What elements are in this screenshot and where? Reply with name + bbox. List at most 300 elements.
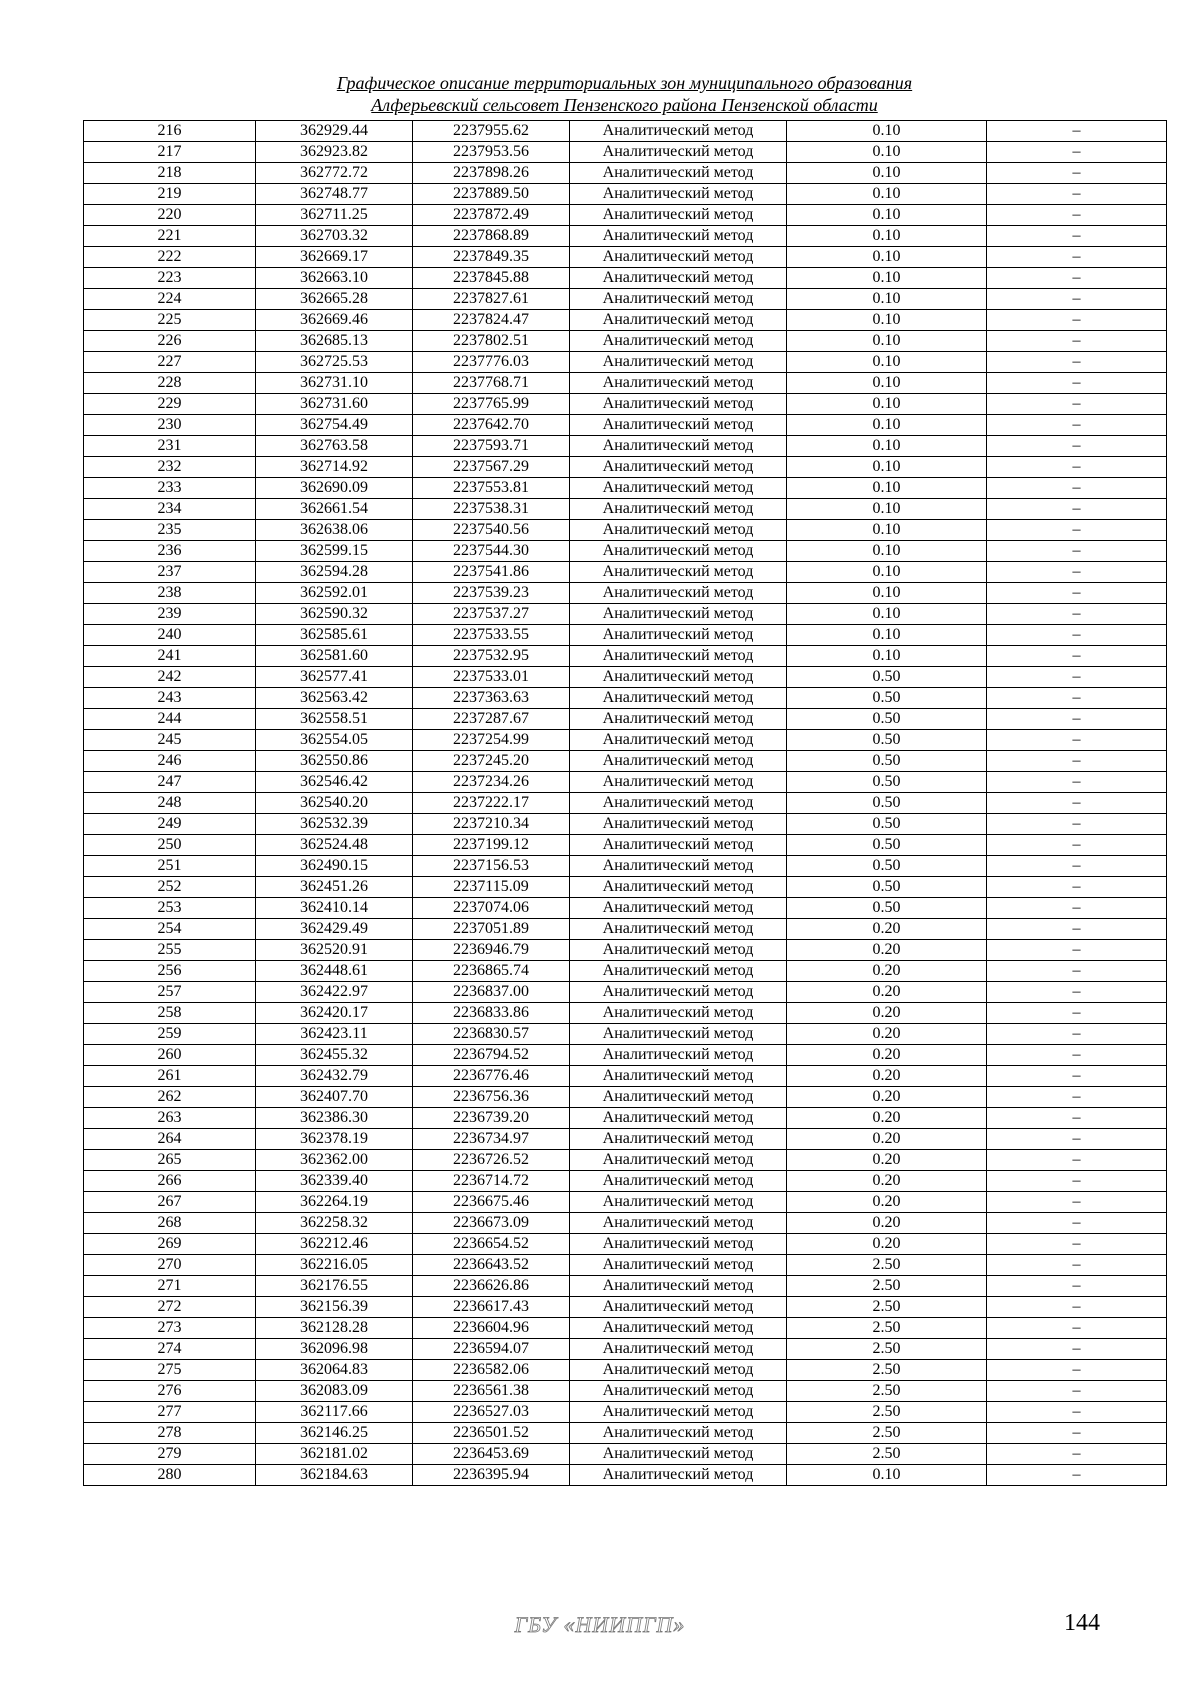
y-coordinate-cell: 2236561.38 (413, 1381, 570, 1402)
x-coordinate-cell: 362117.66 (256, 1402, 413, 1423)
table-row (84, 1465, 1167, 1486)
y-coordinate-cell: 2237845.88 (413, 268, 570, 289)
method-cell: Аналитический метод (570, 751, 787, 772)
method-cell: Аналитический метод (570, 1024, 787, 1045)
method-cell: Аналитический метод (570, 1045, 787, 1066)
remark-cell: – (987, 352, 1167, 373)
y-coordinate-cell: 2237245.20 (413, 751, 570, 772)
x-coordinate-cell: 362685.13 (256, 331, 413, 352)
y-coordinate-cell: 2237222.17 (413, 793, 570, 814)
point-number-cell: 251 (84, 856, 256, 877)
remark-cell: – (987, 1318, 1167, 1339)
y-coordinate-cell: 2236527.03 (413, 1402, 570, 1423)
table-row (84, 562, 1167, 583)
remark-cell: – (987, 1402, 1167, 1423)
point-number-cell: 279 (84, 1444, 256, 1465)
method-cell: Аналитический метод (570, 583, 787, 604)
method-cell: Аналитический метод (570, 163, 787, 184)
remark-cell: – (987, 709, 1167, 730)
point-number-cell: 258 (84, 1003, 256, 1024)
remark-cell: – (987, 1192, 1167, 1213)
point-number-cell: 225 (84, 310, 256, 331)
point-number-cell: 262 (84, 1087, 256, 1108)
point-number-cell: 274 (84, 1339, 256, 1360)
accuracy-cell: 0.10 (787, 583, 987, 604)
table-row (84, 1276, 1167, 1297)
accuracy-cell: 0.10 (787, 184, 987, 205)
remark-cell: – (987, 562, 1167, 583)
x-coordinate-cell: 362410.14 (256, 898, 413, 919)
y-coordinate-cell: 2237363.63 (413, 688, 570, 709)
method-cell: Аналитический метод (570, 667, 787, 688)
method-cell: Аналитический метод (570, 499, 787, 520)
x-coordinate-cell: 362420.17 (256, 1003, 413, 1024)
point-number-cell: 269 (84, 1234, 256, 1255)
remark-cell: – (987, 730, 1167, 751)
x-coordinate-cell: 362181.02 (256, 1444, 413, 1465)
remark-cell: – (987, 541, 1167, 562)
accuracy-cell: 0.10 (787, 163, 987, 184)
x-coordinate-cell: 362558.51 (256, 709, 413, 730)
method-cell: Аналитический метод (570, 142, 787, 163)
accuracy-cell: 2.50 (787, 1444, 987, 1465)
method-cell: Аналитический метод (570, 961, 787, 982)
y-coordinate-cell: 2236714.72 (413, 1171, 570, 1192)
accuracy-cell: 0.20 (787, 1171, 987, 1192)
point-number-cell: 234 (84, 499, 256, 520)
y-coordinate-cell: 2236865.74 (413, 961, 570, 982)
accuracy-cell: 0.50 (787, 751, 987, 772)
method-cell: Аналитический метод (570, 394, 787, 415)
table-row (84, 1045, 1167, 1066)
y-coordinate-cell: 2237199.12 (413, 835, 570, 856)
table-row (84, 499, 1167, 520)
point-number-cell: 222 (84, 247, 256, 268)
remark-cell: – (987, 625, 1167, 646)
remark-cell: – (987, 1360, 1167, 1381)
remark-cell: – (987, 1045, 1167, 1066)
table-row (84, 163, 1167, 184)
method-cell: Аналитический метод (570, 835, 787, 856)
y-coordinate-cell: 2237824.47 (413, 310, 570, 331)
remark-cell: – (987, 793, 1167, 814)
accuracy-cell: 0.10 (787, 520, 987, 541)
y-coordinate-cell: 2237532.95 (413, 646, 570, 667)
point-number-cell: 277 (84, 1402, 256, 1423)
remark-cell: – (987, 814, 1167, 835)
y-coordinate-cell: 2236604.96 (413, 1318, 570, 1339)
accuracy-cell: 0.10 (787, 247, 987, 268)
remark-cell: – (987, 940, 1167, 961)
accuracy-cell: 2.50 (787, 1318, 987, 1339)
table-row (84, 1297, 1167, 1318)
remark-cell: – (987, 1108, 1167, 1129)
point-number-cell: 267 (84, 1192, 256, 1213)
y-coordinate-cell: 2237533.01 (413, 667, 570, 688)
method-cell: Аналитический метод (570, 541, 787, 562)
table-row (84, 205, 1167, 226)
point-number-cell: 245 (84, 730, 256, 751)
x-coordinate-cell: 362455.32 (256, 1045, 413, 1066)
x-coordinate-cell: 362184.63 (256, 1465, 413, 1486)
point-number-cell: 247 (84, 772, 256, 793)
table-row (84, 1444, 1167, 1465)
y-coordinate-cell: 2237593.71 (413, 436, 570, 457)
accuracy-cell: 0.10 (787, 205, 987, 226)
y-coordinate-cell: 2236626.86 (413, 1276, 570, 1297)
point-number-cell: 263 (84, 1108, 256, 1129)
accuracy-cell: 0.10 (787, 310, 987, 331)
accuracy-cell: 0.50 (787, 877, 987, 898)
accuracy-cell: 0.10 (787, 373, 987, 394)
table-row (84, 814, 1167, 835)
accuracy-cell: 0.50 (787, 709, 987, 730)
y-coordinate-cell: 2237156.53 (413, 856, 570, 877)
accuracy-cell: 2.50 (787, 1381, 987, 1402)
method-cell: Аналитический метод (570, 268, 787, 289)
point-number-cell: 265 (84, 1150, 256, 1171)
table-row (84, 1129, 1167, 1150)
table-row (84, 331, 1167, 352)
table-row (84, 1150, 1167, 1171)
table-row (84, 142, 1167, 163)
accuracy-cell: 0.10 (787, 562, 987, 583)
point-number-cell: 231 (84, 436, 256, 457)
point-number-cell: 255 (84, 940, 256, 961)
remark-cell: – (987, 1381, 1167, 1402)
method-cell: Аналитический метод (570, 982, 787, 1003)
method-cell: Аналитический метод (570, 184, 787, 205)
y-coordinate-cell: 2237953.56 (413, 142, 570, 163)
accuracy-cell: 0.10 (787, 331, 987, 352)
remark-cell: – (987, 667, 1167, 688)
accuracy-cell: 0.10 (787, 478, 987, 499)
footer-organization: ГБУ «НИИПГП» (514, 1612, 686, 1637)
x-coordinate-cell: 362378.19 (256, 1129, 413, 1150)
accuracy-cell: 0.20 (787, 1150, 987, 1171)
accuracy-cell: 0.20 (787, 1087, 987, 1108)
x-coordinate-cell: 362554.05 (256, 730, 413, 751)
remark-cell: – (987, 982, 1167, 1003)
y-coordinate-cell: 2236395.94 (413, 1465, 570, 1486)
remark-cell: – (987, 436, 1167, 457)
point-number-cell: 257 (84, 982, 256, 1003)
x-coordinate-cell: 362407.70 (256, 1087, 413, 1108)
x-coordinate-cell: 362520.91 (256, 940, 413, 961)
point-number-cell: 278 (84, 1423, 256, 1444)
y-coordinate-cell: 2236833.86 (413, 1003, 570, 1024)
method-cell: Аналитический метод (570, 457, 787, 478)
method-cell: Аналитический метод (570, 1087, 787, 1108)
point-number-cell: 254 (84, 919, 256, 940)
remark-cell: – (987, 226, 1167, 247)
accuracy-cell: 0.50 (787, 688, 987, 709)
x-coordinate-cell: 362711.25 (256, 205, 413, 226)
method-cell: Аналитический метод (570, 478, 787, 499)
y-coordinate-cell: 2236643.52 (413, 1255, 570, 1276)
method-cell: Аналитический метод (570, 877, 787, 898)
method-cell: Аналитический метод (570, 898, 787, 919)
table-row (84, 835, 1167, 856)
y-coordinate-cell: 2237776.03 (413, 352, 570, 373)
y-coordinate-cell: 2236739.20 (413, 1108, 570, 1129)
x-coordinate-cell: 362064.83 (256, 1360, 413, 1381)
remark-cell: – (987, 1129, 1167, 1150)
y-coordinate-cell: 2237254.99 (413, 730, 570, 751)
y-coordinate-cell: 2237210.34 (413, 814, 570, 835)
remark-cell: – (987, 184, 1167, 205)
header-title-line-2: Алферьевский сельсовет Пензенского района Пензенской области (371, 95, 878, 115)
remark-cell: – (987, 919, 1167, 940)
accuracy-cell: 0.50 (787, 667, 987, 688)
point-number-cell: 228 (84, 373, 256, 394)
accuracy-cell: 0.20 (787, 1066, 987, 1087)
point-number-cell: 252 (84, 877, 256, 898)
accuracy-cell: 0.20 (787, 1192, 987, 1213)
method-cell: Аналитический метод (570, 247, 787, 268)
accuracy-cell: 0.50 (787, 856, 987, 877)
table-row (84, 1003, 1167, 1024)
table-row (84, 919, 1167, 940)
method-cell: Аналитический метод (570, 289, 787, 310)
method-cell: Аналитический метод (570, 1360, 787, 1381)
remark-cell: – (987, 142, 1167, 163)
accuracy-cell: 0.10 (787, 415, 987, 436)
y-coordinate-cell: 2236582.06 (413, 1360, 570, 1381)
table-row (84, 646, 1167, 667)
point-number-cell: 249 (84, 814, 256, 835)
x-coordinate-cell: 362731.10 (256, 373, 413, 394)
remark-cell: – (987, 1339, 1167, 1360)
table-row (84, 436, 1167, 457)
x-coordinate-cell: 362448.61 (256, 961, 413, 982)
x-coordinate-cell: 362638.06 (256, 520, 413, 541)
remark-cell: – (987, 604, 1167, 625)
remark-cell: – (987, 331, 1167, 352)
accuracy-cell: 0.10 (787, 604, 987, 625)
method-cell: Аналитический метод (570, 520, 787, 541)
remark-cell: – (987, 268, 1167, 289)
remark-cell: – (987, 1024, 1167, 1045)
accuracy-cell: 0.10 (787, 142, 987, 163)
method-cell: Аналитический метод (570, 562, 787, 583)
accuracy-cell: 2.50 (787, 1423, 987, 1444)
accuracy-cell: 0.20 (787, 940, 987, 961)
point-number-cell: 235 (84, 520, 256, 541)
remark-cell: – (987, 1066, 1167, 1087)
accuracy-cell: 0.10 (787, 268, 987, 289)
accuracy-cell: 0.10 (787, 625, 987, 646)
remark-cell: – (987, 898, 1167, 919)
accuracy-cell: 0.10 (787, 289, 987, 310)
remark-cell: – (987, 520, 1167, 541)
y-coordinate-cell: 2236673.09 (413, 1213, 570, 1234)
remark-cell: – (987, 877, 1167, 898)
x-coordinate-cell: 362585.61 (256, 625, 413, 646)
accuracy-cell: 0.20 (787, 1129, 987, 1150)
remark-cell: – (987, 751, 1167, 772)
remark-cell: – (987, 1444, 1167, 1465)
table-row (84, 478, 1167, 499)
point-number-cell: 261 (84, 1066, 256, 1087)
method-cell: Аналитический метод (570, 1213, 787, 1234)
x-coordinate-cell: 362524.48 (256, 835, 413, 856)
point-number-cell: 244 (84, 709, 256, 730)
method-cell: Аналитический метод (570, 793, 787, 814)
accuracy-cell: 0.20 (787, 1234, 987, 1255)
method-cell: Аналитический метод (570, 331, 787, 352)
method-cell: Аналитический метод (570, 1297, 787, 1318)
point-number-cell: 240 (84, 625, 256, 646)
table-row (84, 940, 1167, 961)
point-number-cell: 271 (84, 1276, 256, 1297)
x-coordinate-cell: 362546.42 (256, 772, 413, 793)
table-row (84, 688, 1167, 709)
x-coordinate-cell: 362216.05 (256, 1255, 413, 1276)
y-coordinate-cell: 2237849.35 (413, 247, 570, 268)
accuracy-cell: 2.50 (787, 1297, 987, 1318)
remark-cell: – (987, 310, 1167, 331)
x-coordinate-cell: 362362.00 (256, 1150, 413, 1171)
y-coordinate-cell: 2237115.09 (413, 877, 570, 898)
point-number-cell: 217 (84, 142, 256, 163)
table-row (84, 1171, 1167, 1192)
y-coordinate-cell: 2236501.52 (413, 1423, 570, 1444)
y-coordinate-cell: 2236734.97 (413, 1129, 570, 1150)
accuracy-cell: 0.10 (787, 1465, 987, 1486)
accuracy-cell: 0.10 (787, 457, 987, 478)
y-coordinate-cell: 2237051.89 (413, 919, 570, 940)
point-number-cell: 216 (84, 121, 256, 142)
point-number-cell: 239 (84, 604, 256, 625)
table-row (84, 121, 1167, 142)
table-row (84, 793, 1167, 814)
remark-cell: – (987, 478, 1167, 499)
remark-cell: – (987, 1255, 1167, 1276)
x-coordinate-cell: 362669.17 (256, 247, 413, 268)
x-coordinate-cell: 362665.28 (256, 289, 413, 310)
y-coordinate-cell: 2236617.43 (413, 1297, 570, 1318)
x-coordinate-cell: 362156.39 (256, 1297, 413, 1318)
x-coordinate-cell: 362550.86 (256, 751, 413, 772)
table-row (84, 1423, 1167, 1444)
x-coordinate-cell: 362386.30 (256, 1108, 413, 1129)
method-cell: Аналитический метод (570, 352, 787, 373)
x-coordinate-cell: 362772.72 (256, 163, 413, 184)
x-coordinate-cell: 362146.25 (256, 1423, 413, 1444)
method-cell: Аналитический метод (570, 646, 787, 667)
table-row (84, 268, 1167, 289)
x-coordinate-cell: 362669.46 (256, 310, 413, 331)
table-row (84, 1066, 1167, 1087)
method-cell: Аналитический метод (570, 415, 787, 436)
method-cell: Аналитический метод (570, 940, 787, 961)
table-row (84, 751, 1167, 772)
y-coordinate-cell: 2237802.51 (413, 331, 570, 352)
table-row (84, 625, 1167, 646)
x-coordinate-cell: 362690.09 (256, 478, 413, 499)
point-number-cell: 273 (84, 1318, 256, 1339)
accuracy-cell: 0.20 (787, 1213, 987, 1234)
x-coordinate-cell: 362763.58 (256, 436, 413, 457)
y-coordinate-cell: 2237074.06 (413, 898, 570, 919)
table-row (84, 1360, 1167, 1381)
y-coordinate-cell: 2236830.57 (413, 1024, 570, 1045)
remark-cell: – (987, 772, 1167, 793)
method-cell: Аналитический метод (570, 1150, 787, 1171)
table-row (84, 184, 1167, 205)
x-coordinate-cell: 362929.44 (256, 121, 413, 142)
remark-cell: – (987, 499, 1167, 520)
remark-cell: – (987, 583, 1167, 604)
x-coordinate-cell: 362258.32 (256, 1213, 413, 1234)
remark-cell: – (987, 835, 1167, 856)
remark-cell: – (987, 688, 1167, 709)
accuracy-cell: 0.50 (787, 772, 987, 793)
x-coordinate-cell: 362083.09 (256, 1381, 413, 1402)
x-coordinate-cell: 362423.11 (256, 1024, 413, 1045)
remark-cell: – (987, 646, 1167, 667)
y-coordinate-cell: 2236756.36 (413, 1087, 570, 1108)
point-number-cell: 232 (84, 457, 256, 478)
point-number-cell: 276 (84, 1381, 256, 1402)
remark-cell: – (987, 415, 1167, 436)
method-cell: Аналитический метод (570, 436, 787, 457)
accuracy-cell: 2.50 (787, 1255, 987, 1276)
y-coordinate-cell: 2237567.29 (413, 457, 570, 478)
point-number-cell: 238 (84, 583, 256, 604)
point-number-cell: 268 (84, 1213, 256, 1234)
point-number-cell: 275 (84, 1360, 256, 1381)
point-number-cell: 256 (84, 961, 256, 982)
remark-cell: – (987, 163, 1167, 184)
y-coordinate-cell: 2237539.23 (413, 583, 570, 604)
x-coordinate-cell: 362540.20 (256, 793, 413, 814)
accuracy-cell: 0.50 (787, 814, 987, 835)
x-coordinate-cell: 362714.92 (256, 457, 413, 478)
method-cell: Аналитический метод (570, 1129, 787, 1150)
document-header (83, 72, 1166, 116)
method-cell: Аналитический метод (570, 1066, 787, 1087)
remark-cell: – (987, 289, 1167, 310)
table-row (84, 1234, 1167, 1255)
accuracy-cell: 0.10 (787, 226, 987, 247)
y-coordinate-cell: 2237889.50 (413, 184, 570, 205)
point-number-cell: 246 (84, 751, 256, 772)
table-row (84, 982, 1167, 1003)
x-coordinate-cell: 362663.10 (256, 268, 413, 289)
y-coordinate-cell: 2237533.55 (413, 625, 570, 646)
x-coordinate-cell: 362532.39 (256, 814, 413, 835)
y-coordinate-cell: 2237287.67 (413, 709, 570, 730)
y-coordinate-cell: 2237955.62 (413, 121, 570, 142)
remark-cell: – (987, 1234, 1167, 1255)
table-row (84, 1213, 1167, 1234)
x-coordinate-cell: 362096.98 (256, 1339, 413, 1360)
accuracy-cell: 0.20 (787, 961, 987, 982)
accuracy-cell: 2.50 (787, 1360, 987, 1381)
point-number-cell: 259 (84, 1024, 256, 1045)
table-row (84, 1024, 1167, 1045)
accuracy-cell: 2.50 (787, 1402, 987, 1423)
method-cell: Аналитический метод (570, 226, 787, 247)
accuracy-cell: 0.10 (787, 646, 987, 667)
y-coordinate-cell: 2237537.27 (413, 604, 570, 625)
method-cell: Аналитический метод (570, 1465, 787, 1486)
table-row (84, 352, 1167, 373)
x-coordinate-cell: 362923.82 (256, 142, 413, 163)
x-coordinate-cell: 362176.55 (256, 1276, 413, 1297)
